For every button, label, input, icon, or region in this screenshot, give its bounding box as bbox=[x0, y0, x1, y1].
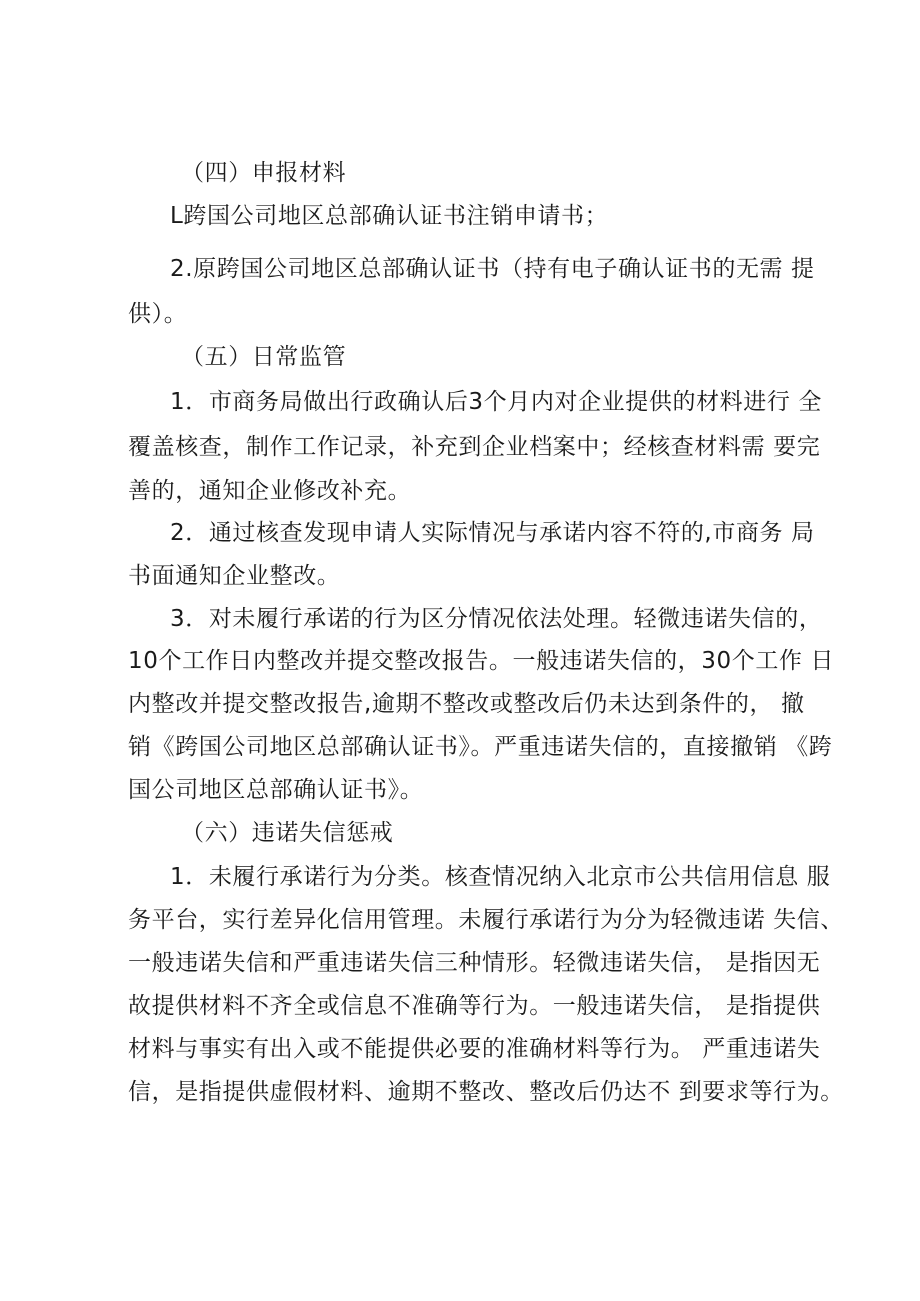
paragraph-line: 内整改并提交整改报告,逾期不整改或整改后仍未达到条件的， 撤 bbox=[128, 691, 805, 717]
paragraph-line: 务平台，实行差异化信用管理。未履行承诺行为分为轻微违诺 失信、 bbox=[128, 907, 844, 933]
list-item: 2．通过核查发现申请人实际情况与承诺内容不符的,市商务 局 bbox=[170, 520, 815, 546]
paragraph-line: 一般违诺失信和严重违诺失信三种情形。轻微违诺失信， 是指因无 bbox=[128, 950, 821, 976]
paragraph-line: 覆盖核查，制作工作记录，补充到企业档案中；经核查材料需 要完 bbox=[128, 434, 821, 460]
paragraph-line: 供）。 bbox=[128, 301, 188, 327]
section-heading-application-materials: （四）申报材料 bbox=[181, 160, 347, 186]
section-heading-breach-penalties: （六）违诺失信惩戒 bbox=[181, 820, 394, 846]
section-heading-daily-supervision: （五）日常监管 bbox=[181, 344, 347, 370]
paragraph-line: 故提供材料不齐全或信息不准确等行为。一般违诺失信， 是指提供 bbox=[128, 993, 821, 1019]
paragraph-line: 10个工作日内整改并提交整改报告。一般违诺失信的，30个工作 日 bbox=[128, 648, 835, 674]
list-item: 2.原跨国公司地区总部确认证书（持有电子确认证书的无需 提 bbox=[170, 256, 815, 282]
paragraph-line: 销《跨国公司地区总部确认证书》。严重违诺失信的，直接撤销 《跨 bbox=[128, 734, 833, 760]
paragraph-line: 材料与事实有出入或不能提供必要的准确材料等行为。 严重违诺失 bbox=[128, 1036, 821, 1062]
list-item: L跨国公司地区总部确认证书注销申请书； bbox=[170, 203, 609, 229]
paragraph-line: 国公司地区总部确认证书》。 bbox=[128, 777, 424, 803]
paragraph-line: 信，是指提供虚假材料、逾期不整改、整改后仍达不 到要求等行为。 bbox=[128, 1079, 844, 1105]
paragraph-line: 善的，通知企业修改补充。 bbox=[128, 478, 412, 504]
list-item: 1．未履行承诺行为分类。核查情况纳入北京市公共信用信息 服 bbox=[170, 864, 831, 890]
list-item: 3．对未履行承诺的行为区分情况依法处理。轻微违诺失信的， bbox=[170, 606, 823, 632]
list-item: 1．市商务局做出行政确认后3个月内对企业提供的材料进行 全 bbox=[170, 389, 822, 415]
paragraph-line: 书面通知企业整改。 bbox=[128, 563, 341, 589]
